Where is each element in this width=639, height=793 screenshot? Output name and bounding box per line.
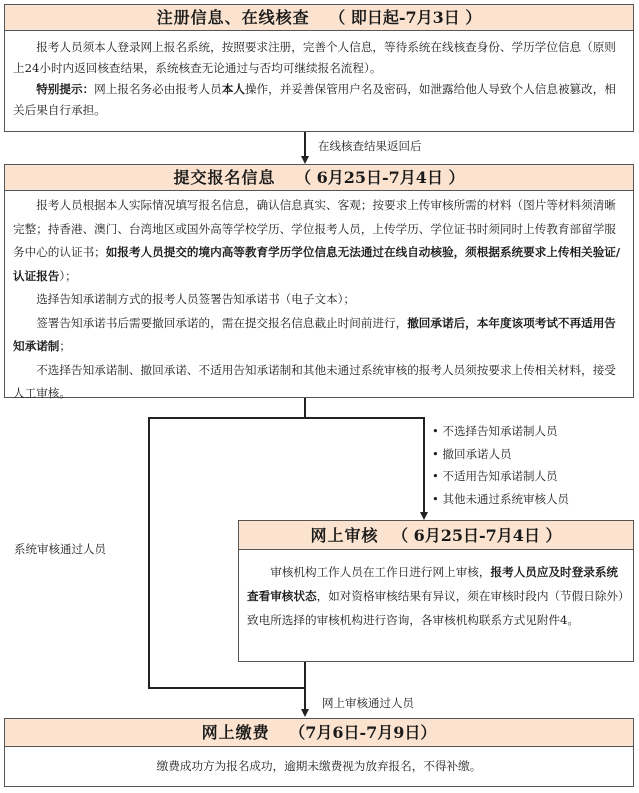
step3-p1-text-b: ，如对资格审核结果有异议，须在审核时段内（节假日除外）致电所选择的审核机构进行咨询，各审核机构联系方式见附件4。 [247,589,624,627]
step2-paragraph-4: 不选择告知承诺制、撤回承诺、不适用告知承诺制和其他未通过系统审核的报考人员须按要求上传相关材料，接受人工审核。 [13,362,616,400]
step1-body [4,31,634,132]
branch-items-list [432,420,569,510]
arrow3-head [301,709,309,717]
step1-date: （ 即日起-7月3日 ） [329,8,482,27]
step2-p3-text-b: ； [59,339,71,353]
step4-paragraph-1: 缴费成功方为报名成功，逾期未缴费视为放弃报名，不得补缴。 [156,759,482,773]
step1-paragraph-2 [13,79,625,121]
arrow1-label: 在线核查结果返回后 [318,139,422,153]
left-branch-label: 系统审核通过人员 [14,542,106,556]
arrow3-label: 网上审核通过人员 [322,696,414,710]
step2-paragraph-1 [13,194,625,288]
branch-item: • 撤回承诺人员 [432,443,569,466]
step1-note-text-a: 网上报名务必由报考人员 [94,82,222,96]
arrow1-line [304,132,306,156]
right-branch-arrow-head [420,512,428,520]
step2-date: （ 6月25日-7月4日 ） [295,168,465,187]
arrow1-head [301,156,309,164]
step3-header [238,520,634,550]
step4-title: 网上缴费 [201,723,270,742]
left-branch-bottom-line [148,687,305,689]
step2-body [4,191,634,398]
step4-date: （7月6日-7月9日） [289,723,437,742]
branch-item: • 不适用告知承诺制人员 [432,465,569,488]
step2-header [4,164,634,191]
step2-out-line [304,398,306,418]
step1-paragraph-1: 报考人员须本人登录网上报名系统，按照要求注册，完善个人信息，等待系统在线核查身份、学历学位信息（原则上24小时内返回核查结果，系统核查无论通过与否均可继续报名流程）。 [13,40,616,75]
step2-p3-text-a: 签署告知承诺书后需要撤回承诺的，需在提交报名信息截止时间前进行， [36,315,408,330]
step3-title: 网上审核 [310,526,379,545]
step3-date: （ 6月25日-7月4日 ） [392,526,562,545]
branch-item: • 不选择告知承诺制人员 [432,420,569,443]
step3-p1-text-a: 审核机构工作人员在工作日进行网上审核， [270,565,491,579]
step2-title: 提交报名信息 [173,168,276,187]
step4-header [4,718,634,747]
step2-p1-text-a: 报考人员根据本人实际情况填写报名信息，确认信息真实、客观；按要求上传审核所需的材料（图片等材料须清晰完整；持香港、澳门、台湾地区或国外高等学校学历、学位报考人员，上传学历、学位证书时须同时上传教育部留学服务中心的认证书； [13,198,616,259]
step1-note-text-b: 操作，并妥善保管用户名及密码，如泄露给他人导致个人信息被篡改，相关后果自行承担。 [13,82,616,117]
step2-p1-text-b: ）； [59,268,77,283]
step2-p1-bold: 如报考人员提交的境内高等教育学历学位信息无法通过在线自动核验，须根据系统要求上传相关验证/认证报告 [13,245,621,283]
step1-title: 注册信息、在线核查 [156,8,310,27]
step4-body [4,747,634,787]
step2-paragraph-3 [13,312,625,359]
step1-note-bold: 本人 [221,82,245,96]
step1-special-note-label: 特别提示： [36,82,95,96]
step3-paragraph-1 [247,560,625,632]
step2-paragraph-2: 选择告知承诺制方式的报考人员签署告知承诺书（电子文本）； [36,292,356,306]
right-branch-line [423,417,425,513]
arrow3-line [304,662,306,709]
branch-item: • 其他未通过系统审核人员 [432,488,569,511]
step2-p3-bold: 撤回承诺后，本年度该项考试不再适用告知承诺制 [13,315,616,353]
step3-body [238,550,634,662]
branch-horizontal-line [148,417,424,419]
step1-header [4,4,634,31]
step3-p1-bold: 报考人员应及时登录系统查看审核状态 [247,565,619,603]
left-branch-line [148,417,150,688]
